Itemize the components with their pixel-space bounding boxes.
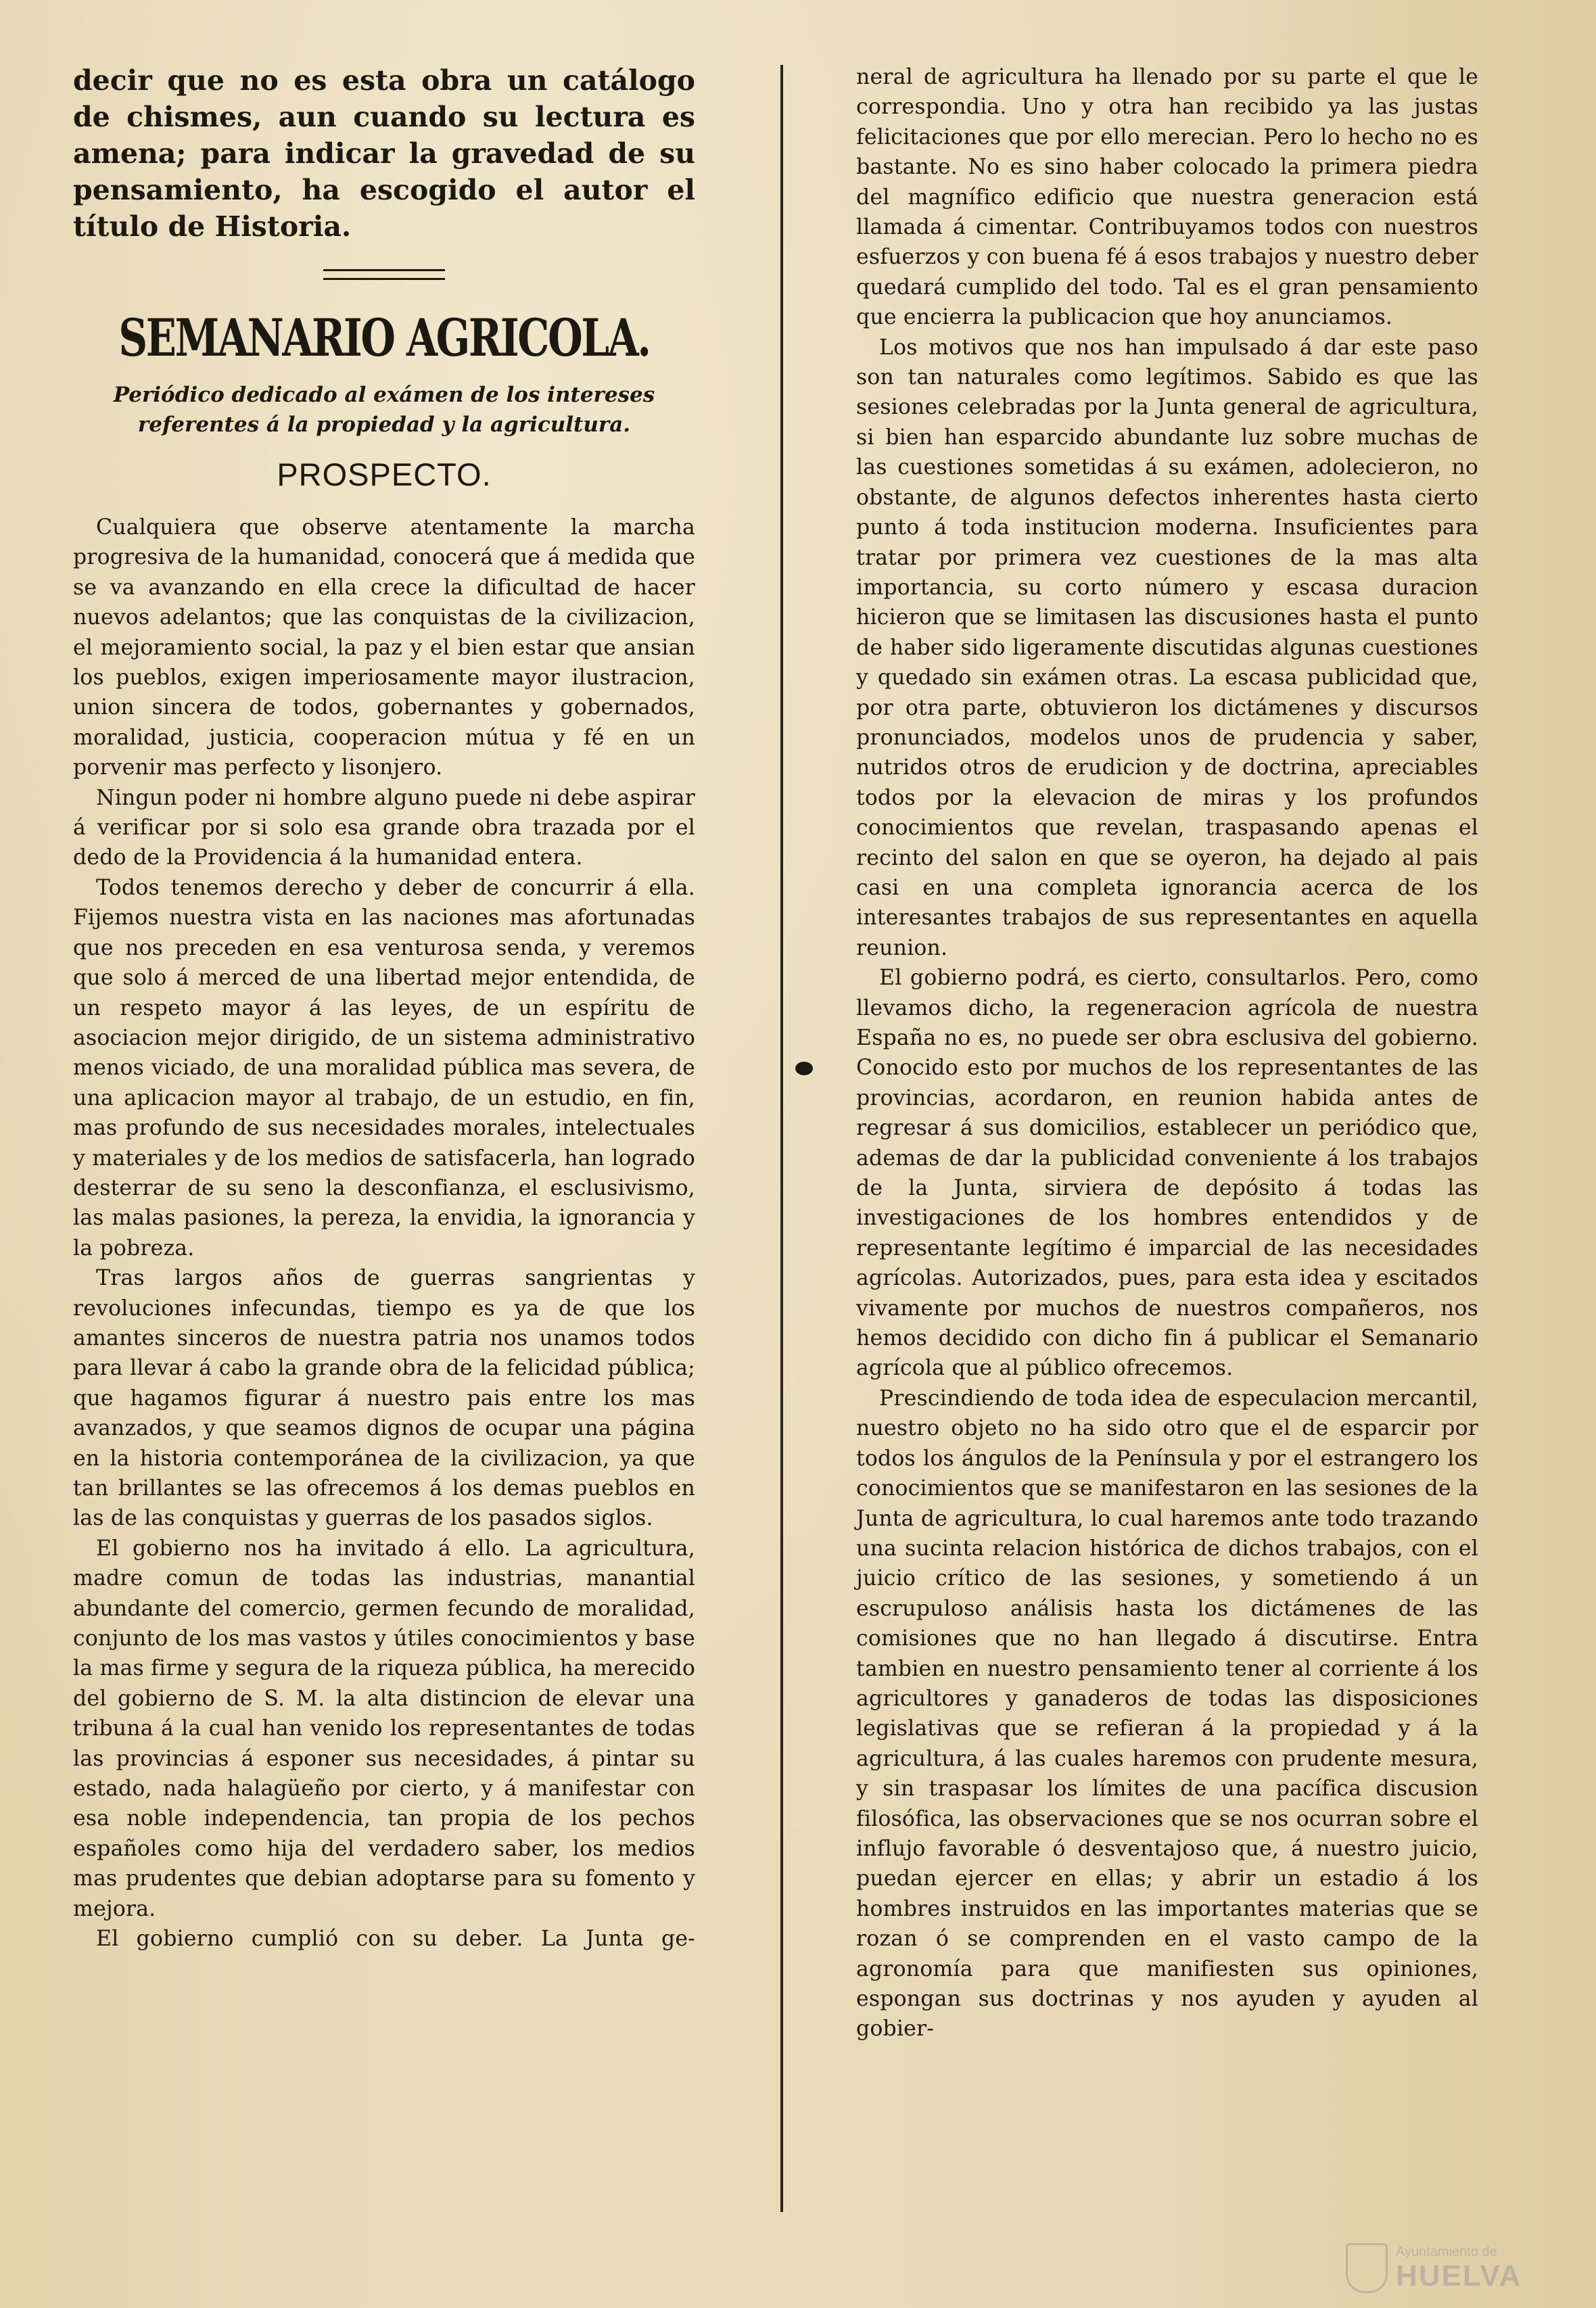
paragraph: El gobierno podrá, es cierto, consultarlos. Pero, como llevamos dicho, la regeneracion agrícola de nuestra España no es, no puede ser obra esclusiva del gobierno. Conocido esto por muchos de los representantes de las provincias, acordaron, en reunion habida antes de regresar á sus domicilios, establecer un periódico que, ademas de dar la publicidad conveniente á los trabajos de la Junta, sirviera de depósito á todas las investigaciones de los hombres entendidos y de representante legítimo é imparcial de las necesidades agrícolas. Autorizados, pues, para esta idea y escitados vivamente por muchos de nuestros compañeros, nos hemos decidido con dicho fin á publicar el Semanario agrícola que al público ofrecemos. [856, 966, 1478, 1381]
right-body-text [856, 62, 1478, 2044]
ink-blot [795, 1062, 813, 1075]
paragraph: Ningun poder ni hombre alguno puede ni debe aspirar á verificar por si solo esa grande obra trazada por el dedo de la Providencia á la humanidad entera. [73, 785, 695, 870]
archive-watermark [1346, 2239, 1549, 2293]
paragraph: El gobierno nos ha invitado á ello. La agricultura, madre comun de todas las industrias, manantial abundante del comercio, germen fecundo de moralidad, conjunto de los mas vastos y útiles conocimientos y base la mas firme y segura de la riqueza pública, ha merecido del gobierno de S. M. la alta distincion de elevar una tribuna á la cual han venido los representantes de todas las provincias á esponer sus necesidades, á pintar su estado, nada halagüeño por cierto, y á manifestar con esa noble independencia, tan propia de los pechos españoles como hija del verdadero saber, los medios mas prudentes que debian adoptarse para su fomento y mejora. [73, 1536, 695, 1921]
paragraph: neral de agricultura ha llenado por su parte el que le correspondia. Uno y otra han recibido ya las justas felicitaciones que por ello merecian. Pero lo hecho no es bastante. No es sino haber colocado la primera piedra del magnífico edificio que nuestra generacion está llamada á cimentar. Contribuyamos todos con nuestros esfuerzos y con buena fé á esos trabajos y nuestro deber quedará cumplido del todo. Tal es el gran pensamiento que encierra la publicacion que hoy anunciamos. [856, 65, 1478, 330]
left-column [73, 62, 695, 1954]
paragraph: Cualquiera que observe atentamente la marcha progresiva de la humanidad, conocerá que á medida que se va avanzando en ella crece la dificultad de hacer nuevos adelantos; que las conquistas de la civilizacion, el mejoramiento social, la paz y el bien estar que ansian los pueblos, exigen imperiosamente mayor ilustracion, union sincera de todos, gobernantes y gobernados, moralidad, justicia, cooperacion mútua y fé en un porvenir mas perfecto y lisonjero. [73, 515, 695, 780]
section-heading: PROSPECTO. [277, 456, 492, 492]
paragraph: Tras largos años de guerras sangrientas y revoluciones infecundas, tiempo es ya de que los amantes sinceros de nuestra patria nos unamos todos para llevar á cabo la grande obra de la felicidad pública; que hagamos figurar á nuestro pais entre los mas avanzados, y que seamos dignos de ocupar una página en la historia contemporánea de la civilizacion, ya que tan brillantes se las ofrecemos á los demas pueblos en las de las conquistas y guerras de los pasados siglos. [73, 1266, 695, 1531]
double-rule-divider [323, 269, 445, 280]
right-column [856, 62, 1478, 2044]
paragraph: El gobierno cumplió con su deber. La Junta ge- [96, 1927, 695, 1952]
paragraph: Los motivos que nos han impulsado á dar este paso son tan naturales como legítimos. Sabido es que las sesiones celebradas por la Junta general de agricultura, si bien han esparcido abundante luz sobre muchas de las cuestiones sometidas á su exámen, adolecieron, no obstante, de algunos defectos inherentes hasta cierto punto á toda institucion moderna. Insuficientes para tratar por primera vez cuestiones de la mas alta importancia, su corto número y escasa duracion hicieron que se limitasen las discusiones hasta el punto de haber sido ligeramente discutidas algunas cuestiones y quedado sin exámen otras. La escasa publicidad que, por otra parte, obtuvieron los dictámenes y discursos pronunciados, modelos unos de prudencia y saber, nutridos otros de erudicion y de doctrina, apreciables todos por la elevacion de miras y los profundos conocimientos que revelan, traspasando apenas el recinto del salon en que se oyeron, ha dejado al pais casi en una completa ignorancia acerca de los interesantes trabajos de sus representantes en aquella reunion. [856, 335, 1478, 960]
paragraph: Todos tenemos derecho y deber de concurrir á ella. Fijemos nuestra vista en las naciones mas afortunadas que nos preceden en esa venturosa senda, y veremos que solo á merced de una libertad mejor entendida, de un respeto mayor á las leyes, de un espíritu de asociacion mejor dirigido, de un sistema administrativo menos viciado, de una moralidad pública mas severa, de una aplicacion mayor al trabajo, de un estudio, en fin, mas profundo de sus necesidades morales, intelectuales y materiales y de los medios de satisfacerla, han logrado desterrar de su seno la desconfianza, el esclusivismo, las malas pasiones, la pereza, la envidia, la ignorancia y la pobreza. [73, 875, 695, 1261]
paragraph: Prescindiendo de toda idea de especulacion mercantil, nuestro objeto no ha sido otro que el de esparcir por todos los ángulos de la Península y por el estrangero los conocimientos que se manifestaron en las sesiones de la Junta de agricultura, lo cual haremos ante todo trazando una sucinta relacion histórica de dichos trabajos, con el juicio crítico de las sesiones, y sometiendo á un escrupuloso análisis hasta los dictámenes de las comisiones que no han llegado á discutirse. Entra tambien en nuestro pensamiento tener al corriente á los agricultores y ganaderos de todas las disposiciones legislativas que se refieran á la propiedad y á la agricultura, á las cuales haremos con prudente mesura, y sin traspasar los límites de una pacífica discusion filosófica, las observaciones que se nos ocurran sobre el influjo favorable ó desventajoso que, á nuestro juicio, puedan ejercer en ellas; y abrir un estadio á los hombres instruidos en las importantes materias que se rozan ó se comprenden en el vasto campo de la agronomía para que manifiesten sus opiniones, espongan sus doctrinas y nos ayuden y ayuden al gobier- [856, 1386, 1478, 2042]
coat-of-arms-icon [1346, 2243, 1388, 2293]
left-body-text [73, 513, 695, 1954]
watermark-small-text: Ayuntamiento de [1396, 2244, 1497, 2259]
column-divider [780, 65, 783, 2212]
masthead-title: SEMANARIO AGRICOLA. [118, 308, 650, 368]
intro-paragraph: decir que no es esta obra un catálogo de chismes, aun cuando su lectura es amena; para indicar la gravedad de su pensamiento, ha escogido el autor el título de Historia. [73, 64, 695, 243]
watermark-big-text: HUELVA [1396, 2259, 1522, 2292]
masthead-subtitle: Periódico dedicado al exámen de los intereses referentes á la propiedad y la agricultura. [113, 383, 655, 437]
